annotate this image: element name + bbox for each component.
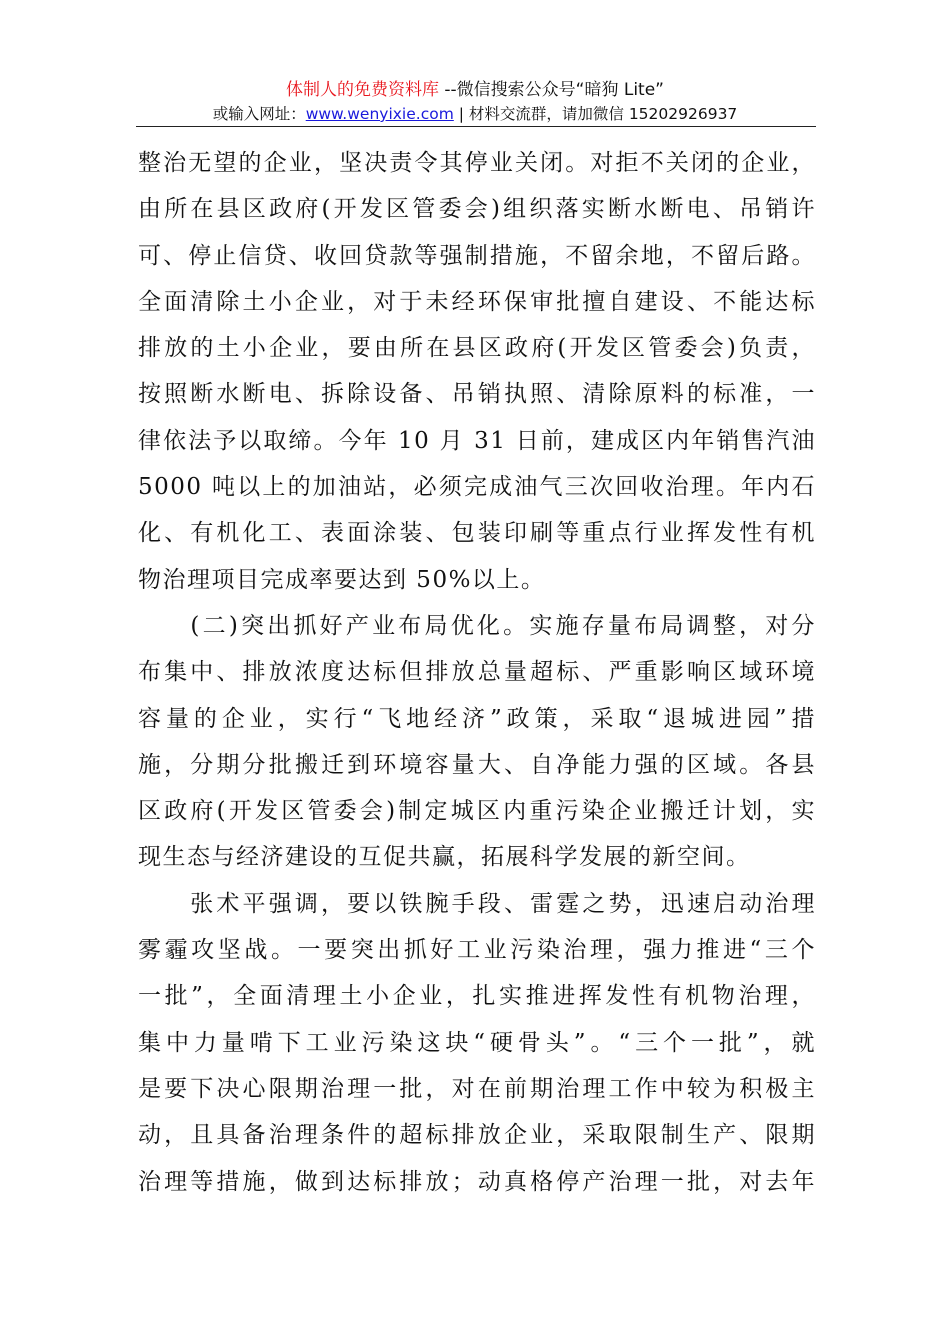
text-line: 容量的企业，实行“飞地经济”政策，采取“退城进园”措 — [138, 705, 816, 732]
text-line: 可、停止信贷、收回贷款等强制措施，不留余地，不留后路。 — [138, 242, 816, 269]
text-line: 全面清除土小企业，对于未经环保审批擅自建设、不能达标 — [138, 288, 816, 315]
brand-title: 体制人的免费资料库 — [285, 80, 439, 100]
text-line: 现生态与经济建设的互促共赢，拓展科学发展的新空间。 — [138, 844, 751, 871]
header-divider — [136, 126, 816, 127]
text-line: 化、有机化工、表面涂装、包装印刷等重点行业挥发性有机 — [138, 520, 816, 547]
text-line: 律依法予以取缔。今年 10 月 31 日前，建成区内年销售汽油 — [138, 427, 816, 454]
text-line: 是要下决心限期治理一批，对在前期治理工作中较为积极主 — [138, 1075, 816, 1102]
text-line: 物治理项目完成率要达到 50%以上。 — [138, 566, 546, 593]
text-line: 由所在县区政府(开发区管委会)组织落实断水断电、吊销许 — [138, 196, 816, 223]
text-line: 5000 吨以上的加油站，必须完成油气三次回收治理。年内石 — [138, 474, 816, 501]
text-line: (二)突出抓好产业布局优化。实施存量布局调整，对分 — [138, 612, 816, 639]
separator: | — [453, 105, 469, 123]
text-line: 施，分期分批搬迁到环境容量大、自净能力强的区域。各县 — [138, 751, 816, 778]
url-prefix: 或输入网址： — [212, 105, 306, 123]
text-line: 张术平强调，要以铁腕手段、雷霆之势，迅速启动治理 — [138, 890, 816, 917]
website-link[interactable]: www.wenyixie.com — [305, 105, 454, 123]
header-banner — [0, 79, 950, 101]
text-line: 排放的土小企业，要由所在县区政府(开发区管委会)负责， — [138, 335, 816, 362]
text-line: 布集中、排放浓度达标但排放总量超标、严重影响区域环境 — [138, 659, 816, 686]
text-line: 一批”，全面清理土小企业，扎实推进挥发性有机物治理， — [138, 983, 816, 1010]
contact-info: 材料交流群，请加微信 15202926937 — [468, 105, 738, 123]
text-line: 集中力量啃下工业污染这块“硬骨头”。“三个一批”，就 — [138, 1029, 816, 1056]
text-line: 雾霾攻坚战。一要突出抓好工业污染治理，强力推进“三个 — [138, 937, 816, 964]
text-line: 动，且具备治理条件的超标排放企业，采取限制生产、限期 — [138, 1122, 816, 1149]
text-line: 按照断水断电、拆除设备、吊销执照、清除原料的标准，一 — [138, 381, 816, 408]
text-line: 治理等措施，做到达标排放；动真格停产治理一批，对去年 — [138, 1168, 816, 1195]
header-contact — [0, 103, 950, 125]
header-tagline: --微信搜索公众号“暗狗 Lite” — [438, 80, 664, 100]
text-line: 区政府(开发区管委会)制定城区内重污染企业搬迁计划，实 — [138, 798, 816, 825]
document-body — [138, 140, 816, 1205]
text-line: 整治无望的企业，坚决责令其停业关闭。对拒不关闭的企业， — [138, 150, 816, 176]
